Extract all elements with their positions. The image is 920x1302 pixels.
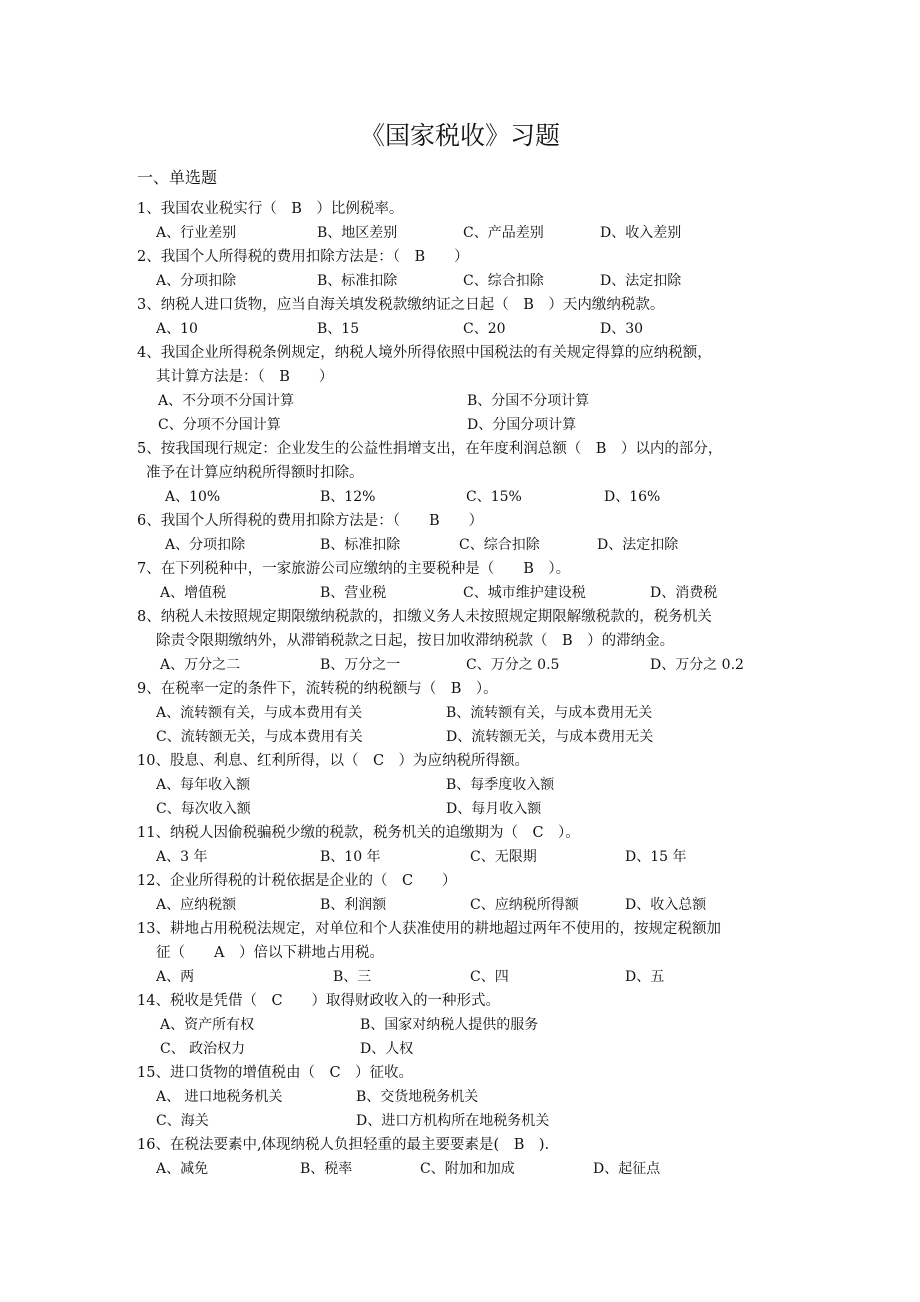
question-16: 16、在税法要素中,体现纳税人负担轻重的最主要要素是( B ). bbox=[137, 1137, 550, 1153]
option: D、分国分项计算 bbox=[467, 417, 577, 433]
question-13-cont: 征（ A ）倍以下耕地占用税。 bbox=[156, 945, 384, 961]
option: A、资产所有权 bbox=[160, 1017, 255, 1033]
option: D、五 bbox=[625, 969, 665, 985]
question-4: 4、我国企业所得税条例规定，纳税人境外所得依照中国税法的有关规定得算的应纳税额， bbox=[137, 345, 712, 361]
option: A、两 bbox=[156, 969, 195, 985]
option: B、万分之一 bbox=[320, 657, 401, 673]
option: A、行业差别 bbox=[156, 225, 237, 241]
option: B、12% bbox=[320, 489, 376, 505]
page-title: 《国家税收》习题 bbox=[359, 121, 560, 150]
option: D、每月收入额 bbox=[446, 801, 542, 817]
option: D、起征点 bbox=[593, 1161, 661, 1177]
option: D、万分之 0.2 bbox=[650, 657, 744, 673]
option: B、地区差别 bbox=[317, 225, 398, 241]
option: B、税率 bbox=[300, 1161, 353, 1177]
option: B、每季度收入额 bbox=[446, 777, 555, 793]
option: D、收入差别 bbox=[600, 225, 682, 241]
option: C、综合扣除 bbox=[459, 537, 540, 553]
option: A、分项扣除 bbox=[156, 273, 237, 289]
question-10: 10、股息、利息、红利所得，以（ C ）为应纳税所得额。 bbox=[137, 753, 530, 769]
option: C、城市维护建设税 bbox=[463, 585, 586, 601]
option: D、收入总额 bbox=[625, 897, 707, 913]
option: D、消费税 bbox=[650, 585, 718, 601]
option: A、10% bbox=[165, 489, 221, 505]
option: C、15% bbox=[466, 489, 522, 505]
option: A、分项扣除 bbox=[165, 537, 246, 553]
question-14: 14、税收是凭借（ C ）取得财政收入的一种形式。 bbox=[137, 993, 501, 1009]
question-8: 8、纳税人未按照规定期限缴纳税款的，扣缴义务人未按照规定期限解缴税款的，税务机关 bbox=[137, 609, 712, 625]
option: C、 政治权力 bbox=[160, 1041, 246, 1057]
option: A、10 bbox=[156, 321, 198, 337]
option: C、四 bbox=[470, 969, 509, 985]
option: A、万分之二 bbox=[160, 657, 241, 673]
option: C、流转额无关，与成本费用有关 bbox=[156, 729, 363, 745]
section-heading: 一、单选题 bbox=[137, 168, 218, 187]
option: C、产品差别 bbox=[463, 225, 544, 241]
option: B、三 bbox=[333, 969, 372, 985]
option: B、国家对纳税人提供的服务 bbox=[360, 1017, 539, 1033]
option: A、应纳税额 bbox=[156, 897, 237, 913]
option: D、法定扣除 bbox=[597, 537, 679, 553]
question-11: 11、纳税人因偷税骗税少缴的税款，税务机关的追缴期为（ C ）。 bbox=[137, 825, 580, 841]
option: D、30 bbox=[600, 321, 644, 337]
option: A、每年收入额 bbox=[156, 777, 251, 793]
option: C、无限期 bbox=[470, 849, 537, 865]
question-3: 3、纳税人进口货物，应当自海关填发税款缴纳证之日起（ B ）天内缴纳税款。 bbox=[137, 297, 665, 313]
option: D、人权 bbox=[360, 1041, 414, 1057]
question-8-cont: 除责令限期缴纳外，从滞销税款之日起，按日加收滞纳税款（ B ）的滞纳金。 bbox=[156, 633, 675, 649]
option: B、标准扣除 bbox=[317, 273, 398, 289]
option: B、营业税 bbox=[320, 585, 387, 601]
option: C、综合扣除 bbox=[463, 273, 544, 289]
question-12: 12、企业所得税的计税依据是企业的（ C ） bbox=[137, 873, 457, 889]
question-6: 6、我国个人所得税的费用扣除方法是：（ B ） bbox=[137, 513, 484, 529]
option: A、3 年 bbox=[156, 849, 208, 865]
option: A、减免 bbox=[156, 1161, 209, 1177]
option: C、附加和加成 bbox=[420, 1161, 515, 1177]
question-9: 9、在税率一定的条件下，流转税的纳税额与（ B ）。 bbox=[137, 681, 498, 697]
option: A、流转额有关，与成本费用有关 bbox=[156, 705, 363, 721]
option: D、15 年 bbox=[625, 849, 687, 865]
option: B、15 bbox=[317, 321, 360, 337]
question-1: 1、我国农业税实行（ B ）比例税率。 bbox=[137, 201, 404, 217]
option: D、流转额无关，与成本费用无关 bbox=[446, 729, 654, 745]
option: B、分国不分项计算 bbox=[467, 393, 590, 409]
question-7: 7、在下列税种中，一家旅游公司应缴纳的主要税种是（ B ）。 bbox=[137, 561, 571, 577]
option: D、进口方机构所在地税务机关 bbox=[356, 1113, 550, 1129]
option: C、每次收入额 bbox=[156, 801, 251, 817]
question-13: 13、耕地占用税税法规定，对单位和个人获准使用的耕地超过两年不使用的，按规定税额加 bbox=[137, 921, 721, 937]
option: C、万分之 0.5 bbox=[466, 657, 560, 673]
option: B、利润额 bbox=[320, 897, 387, 913]
question-5: 5、按我国现行规定：企业发生的公益性捐增支出，在年度利润总额（ B ）以内的部分， bbox=[137, 441, 723, 457]
option: D、16% bbox=[604, 489, 661, 505]
option: C、应纳税所得额 bbox=[470, 897, 579, 913]
option: D、法定扣除 bbox=[600, 273, 682, 289]
option: A、不分项不分国计算 bbox=[158, 393, 295, 409]
question-15: 15、进口货物的增值税由（ C ）征收。 bbox=[137, 1065, 414, 1081]
option: B、交货地税务机关 bbox=[356, 1089, 479, 1105]
option: B、标准扣除 bbox=[320, 537, 401, 553]
option: C、海关 bbox=[156, 1113, 209, 1129]
question-2: 2、我国个人所得税的费用扣除方法是：（ B ） bbox=[137, 249, 469, 265]
option: C、分项不分国计算 bbox=[158, 417, 281, 433]
option: B、10 年 bbox=[320, 849, 381, 865]
option: A、 进口地税务机关 bbox=[156, 1089, 283, 1105]
option: B、流转额有关，与成本费用无关 bbox=[446, 705, 653, 721]
option: A、增值税 bbox=[160, 585, 227, 601]
question-5-cont: 准予在计算应纳税所得额时扣除。 bbox=[146, 465, 364, 481]
question-4-cont: 其计算方法是：（ B ） bbox=[156, 369, 334, 385]
option: C、20 bbox=[463, 321, 506, 337]
